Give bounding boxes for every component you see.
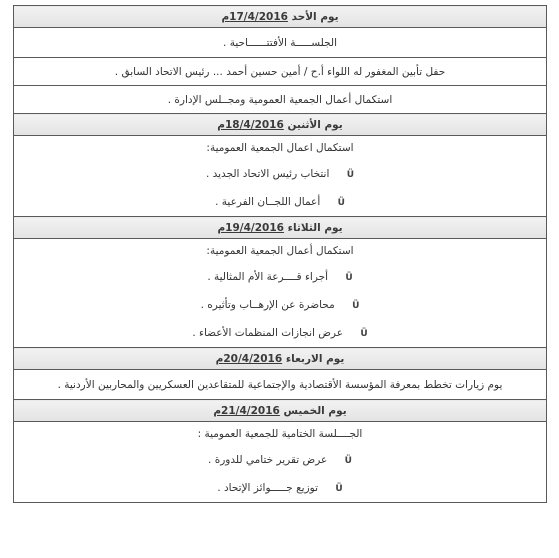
schedule-item	[14, 86, 547, 114]
day-header-cell	[14, 114, 547, 136]
group-title: الجــــلسة الختامية للجمعية العمومية :	[197, 428, 363, 440]
sub-item	[14, 160, 546, 188]
bullet-arrow-icon: Ü	[360, 329, 368, 339]
sub-item-text: أجراء قــــرعة الأم المثالية .	[207, 271, 329, 283]
bullet-arrow-icon: Ü	[335, 484, 343, 494]
day-name: يوم الأحد	[291, 10, 339, 23]
day-date: 20/4/2016م	[215, 352, 283, 365]
sub-item	[14, 319, 546, 347]
schedule-item	[14, 370, 547, 400]
day-header-wednesday	[14, 348, 547, 370]
bullet-arrow-icon: Ü	[346, 170, 355, 180]
day-header-sunday	[14, 6, 547, 28]
group-title: استكمال أعمال الجمعية العمومية:	[206, 245, 354, 257]
day-date: 18/4/2016م	[217, 118, 284, 131]
day-name: يوم الخميس	[283, 404, 347, 417]
day-name: يوم الاربعاء	[285, 352, 345, 365]
sub-item	[14, 188, 546, 216]
sub-item-text: انتخاب رئيس الاتحاد الجديد .	[205, 168, 330, 180]
day-header-monday	[14, 114, 547, 136]
bullet-arrow-icon: Ü	[337, 198, 345, 208]
day-header-cell	[14, 217, 547, 239]
day-name: يوم الثلاثاء	[287, 221, 343, 234]
schedule-group	[14, 136, 547, 217]
schedule-group	[14, 239, 547, 348]
day-date: 21/4/2016م	[213, 404, 280, 417]
schedule-item	[14, 28, 547, 58]
item-text: حفل تأبين المغفور له اللواء أ.ح / أمين حسين أحمد ... رئيس الاتحاد السابق .	[14, 58, 547, 86]
day-header-cell	[14, 6, 547, 28]
item-text: استكمال أعمال الجمعية العمومية ومجــلس الإدارة .	[14, 86, 547, 114]
day-name: يوم الأثنين	[287, 118, 343, 131]
group-title: استكمال اعمال الجمعية العمومية:	[206, 142, 354, 154]
sub-item-text: توزيع جـــــوائز الإتحاد .	[217, 482, 319, 494]
day-date: 19/4/2016م	[217, 221, 284, 234]
group-cell	[14, 422, 547, 503]
sub-item-text: محاضرة عن الإرهــاب وتأثيره .	[200, 299, 335, 311]
sub-item	[14, 291, 546, 319]
sub-item-text: عرض تقرير ختامي للدورة .	[208, 454, 328, 466]
group-cell	[14, 239, 547, 348]
day-date: 17/4/2016م	[221, 10, 288, 23]
sub-item	[14, 446, 546, 474]
schedule-group	[14, 422, 547, 503]
schedule-item	[14, 58, 547, 86]
sub-item	[14, 263, 546, 291]
item-text: يوم زيارات تخطط بمعرفة المؤسسة الأقتصادية والإجتماعية للمتقاعدين العسكريين والمحاربين الأردنية .	[14, 370, 547, 400]
day-header-thursday	[14, 400, 547, 422]
group-cell	[14, 136, 547, 217]
day-header-tuesday	[14, 217, 547, 239]
bullet-arrow-icon: Ü	[345, 273, 353, 283]
sub-item-text: عرض انجازات المنظمات الأعضاء .	[192, 327, 343, 339]
sub-item-text: أعمال اللجــان الفرعية .	[215, 196, 321, 208]
item-text: الجلســـــة الأفتتــــــاحية .	[14, 28, 547, 58]
sub-item	[14, 474, 546, 502]
day-header-cell	[14, 400, 547, 422]
day-header-cell	[14, 348, 547, 370]
bullet-arrow-icon: Ü	[344, 456, 352, 466]
schedule-table	[13, 5, 547, 503]
bullet-arrow-icon: Ü	[352, 301, 360, 311]
